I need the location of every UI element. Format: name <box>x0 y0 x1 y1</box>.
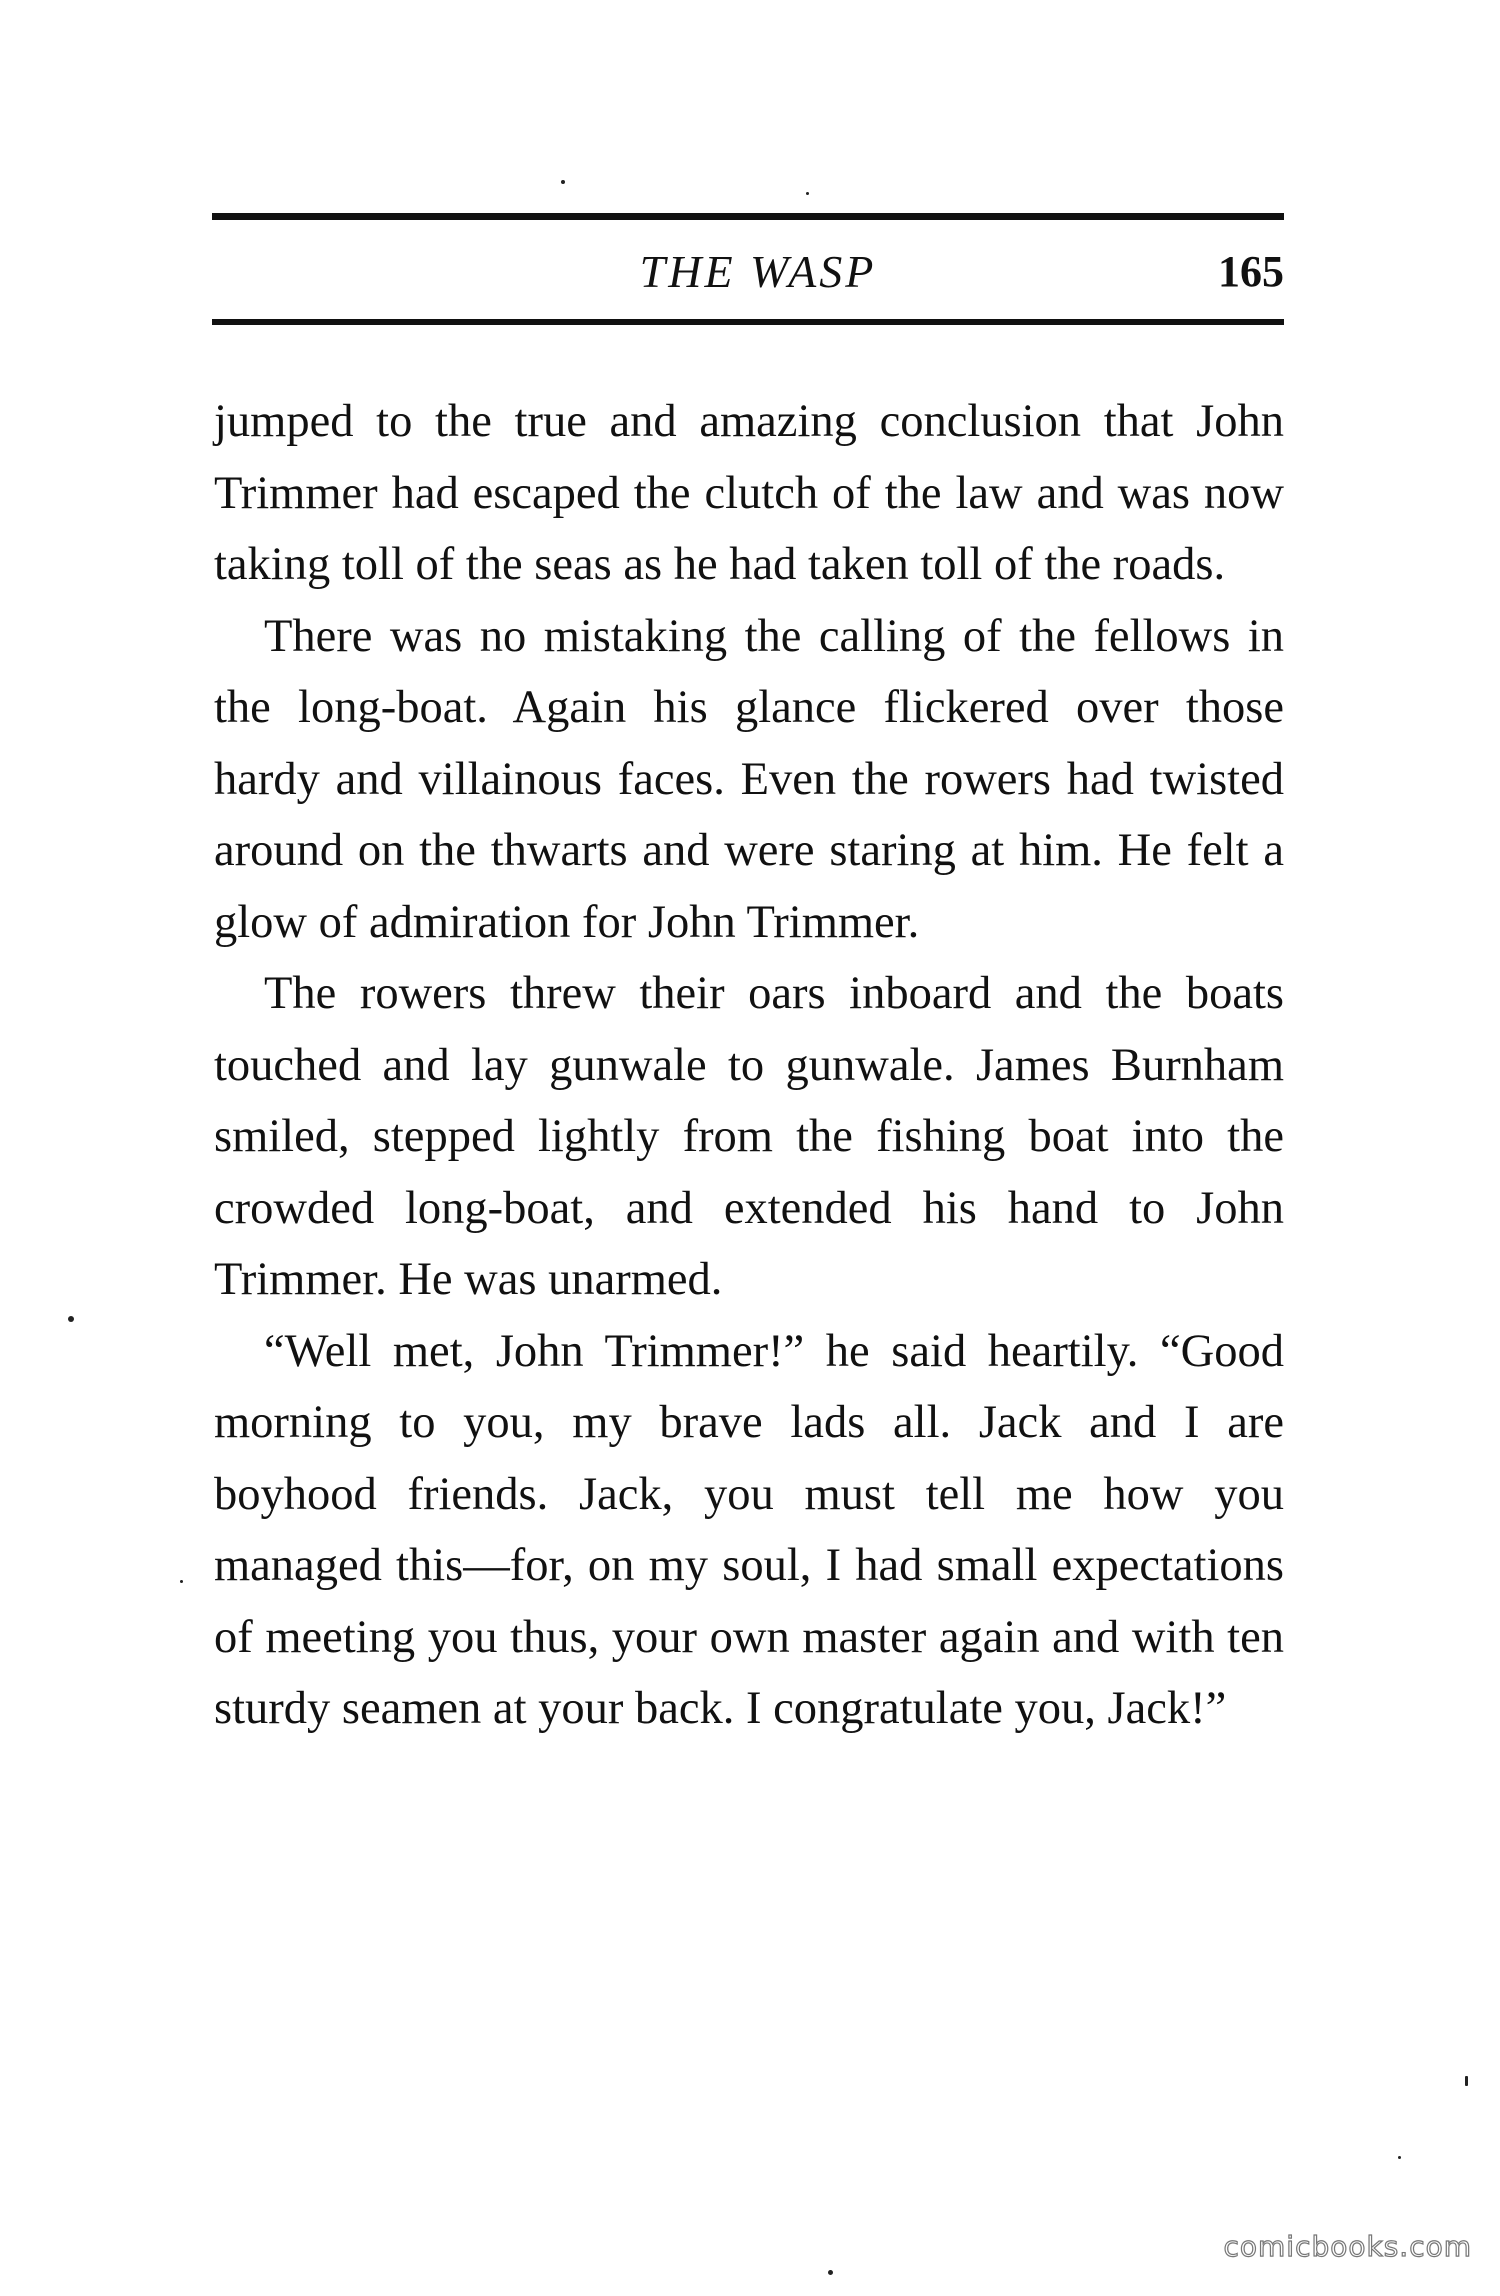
watermark-logo: comicbooks.com <box>1223 2230 1472 2263</box>
scan-speck <box>1465 2076 1468 2086</box>
header-rule-top <box>212 213 1284 220</box>
scan-speck <box>561 180 565 184</box>
scan-speck <box>806 192 809 195</box>
scan-speck <box>1398 2156 1401 2159</box>
page-number: 165 <box>1218 247 1284 296</box>
scan-speck <box>828 2270 833 2275</box>
scan-speck <box>180 1580 183 1583</box>
body-text <box>214 386 1284 1745</box>
paragraph-4: “Well met, John Trimmer!” he said heartily. “Good morning to you, my brave lads all. Jack and I are boyhood friends. Jack, you must tell me how you managed this—for, on my soul, I had small expectations of meeting you thus, your own master again and with ten sturdy seamen at your back. I congratulate you, Jack!” <box>214 1325 1284 1734</box>
running-title: THE WASP <box>639 246 877 297</box>
scan-speck <box>68 1316 74 1322</box>
paragraph-3: The rowers threw their oars inboard and the boats touched and lay gunwale to gunwale. James Burnham smiled, stepped lightly from the fishing boat into the crowded long-boat, and extended his hand to John Trimmer. He was unarmed. <box>214 968 1284 1305</box>
paragraph-2: There was no mistaking the calling of the fellows in the long-boat. Again his glance flickered over those hardy and villainous faces. Even the rowers had twisted around on the thwarts and were staring at him. He felt a glow of admiration for John Trimmer. <box>214 610 1284 948</box>
running-head <box>212 240 1284 304</box>
header-rule-bottom <box>212 319 1284 325</box>
paragraph-1: jumped to the true and amazing conclusion that John Trimmer had escaped the clutch of the law and was now taking toll of the seas as he had taken toll of the roads. <box>214 396 1284 590</box>
